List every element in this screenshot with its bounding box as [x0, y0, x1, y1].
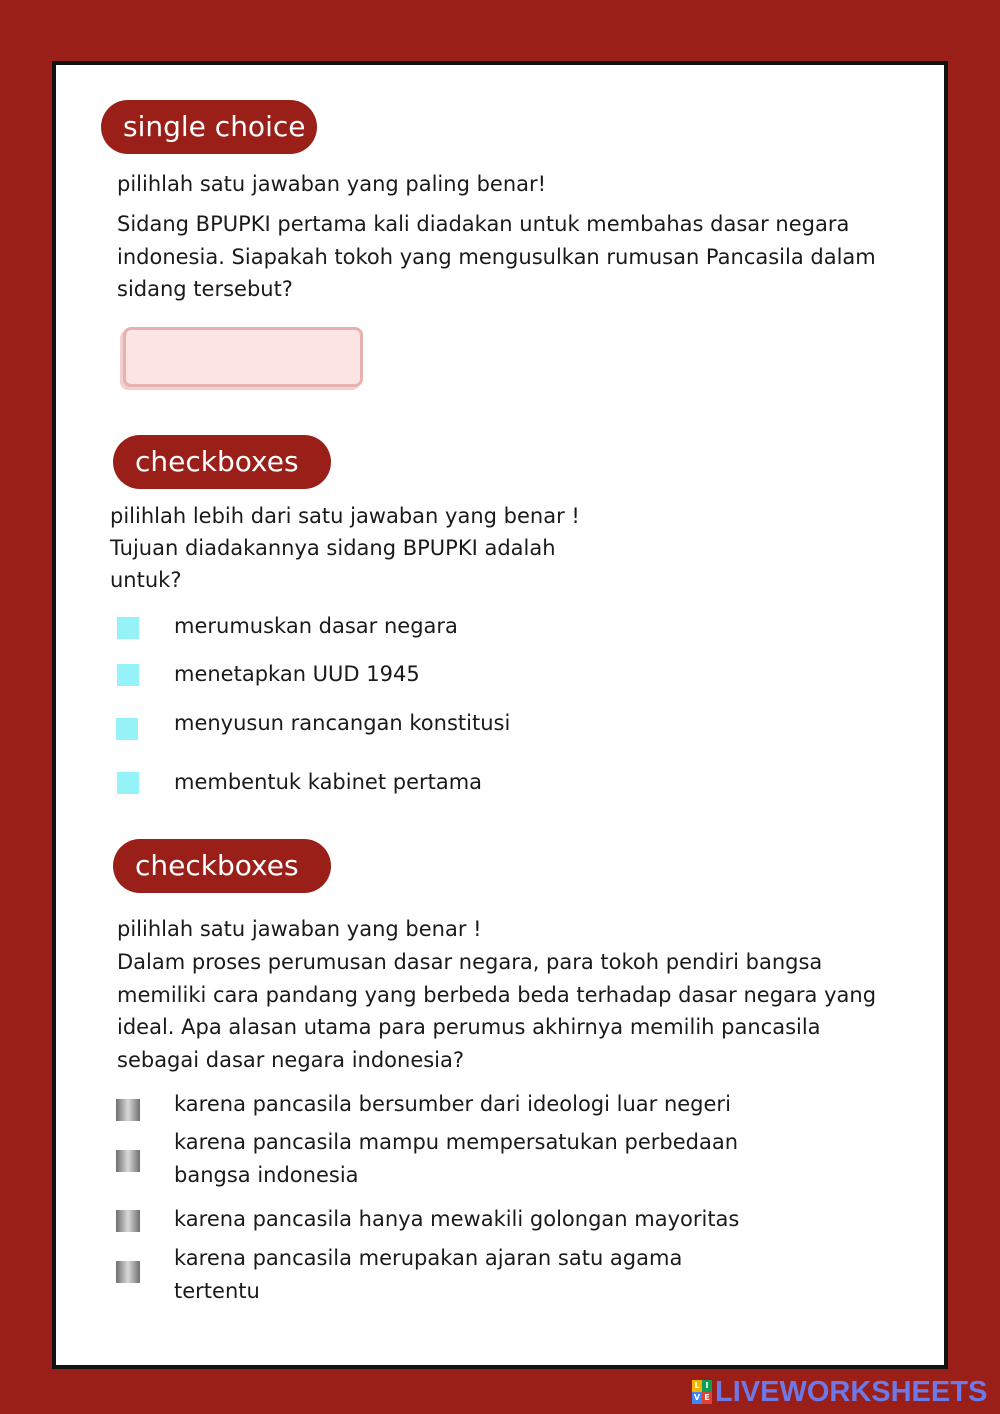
question-line: ideal. Apa alasan utama para perumus akhirnya memilih pancasila — [117, 1015, 821, 1039]
checkbox-option-3[interactable] — [116, 718, 138, 740]
option-label: merumuskan dasar negara — [174, 614, 458, 638]
logo-letter: L — [692, 1380, 702, 1392]
question-line: sidang tersebut? — [117, 277, 293, 301]
logo-letter: V — [693, 1393, 701, 1402]
option-label: karena pancasila merupakan ajaran satu agama — [174, 1246, 683, 1270]
instruction-text: pilihlah lebih dari satu jawaban yang benar ! — [110, 504, 580, 528]
question-line: indonesia. Siapakah tokoh yang mengusulkan rumusan Pancasila dalam — [117, 244, 876, 269]
brand-name: LIVEWORKSHEETS — [715, 1375, 988, 1408]
question-line: Dalam proses perumusan dasar negara, para tokoh pendiri bangsa — [117, 950, 823, 974]
instruction-text: pilihlah satu jawaban yang paling benar! — [117, 172, 547, 196]
option-label-continued: bangsa indonesia — [174, 1163, 359, 1187]
section-badge-checkboxes: checkboxes — [113, 839, 331, 893]
instruction-text: pilihlah satu jawaban yang benar ! — [117, 917, 482, 941]
question-line: untuk? — [110, 568, 182, 592]
logo-letter: I — [702, 1380, 712, 1392]
option-label: membentuk kabinet pertama — [174, 770, 483, 794]
checkbox-option-1[interactable] — [116, 1099, 140, 1121]
checkbox-option-2[interactable] — [116, 1150, 140, 1172]
checkbox-option-4[interactable] — [117, 772, 139, 794]
answer-input[interactable] — [123, 327, 363, 387]
section-badge-single-choice: single choice — [101, 100, 317, 154]
option-label: menyusun rancangan konstitusi — [174, 711, 511, 735]
section-badge-checkboxes: checkboxes — [113, 435, 331, 489]
liveworksheets-logo-icon — [692, 1380, 712, 1404]
question-line: Sidang BPUPKI pertama kali diadakan untuk membahas dasar negara — [117, 212, 850, 236]
option-label-continued: tertentu — [174, 1279, 260, 1303]
question-line: Tujuan diadakannya sidang BPUPKI adalah — [110, 536, 556, 560]
option-label: menetapkan UUD 1945 — [174, 662, 420, 686]
checkbox-option-2[interactable] — [117, 664, 139, 686]
checkbox-option-1[interactable] — [117, 617, 139, 639]
checkbox-option-4[interactable] — [116, 1261, 140, 1283]
worksheet-page — [52, 61, 948, 1369]
option-label: karena pancasila bersumber dari ideologi luar negeri — [174, 1092, 731, 1116]
question-line: sebagai dasar negara indonesia? — [117, 1048, 465, 1072]
option-label: karena pancasila hanya mewakili golongan mayoritas — [174, 1207, 740, 1231]
checkbox-option-3[interactable] — [116, 1210, 140, 1232]
logo-letter: E — [702, 1392, 712, 1404]
liveworksheets-brand — [692, 1375, 988, 1408]
option-label: karena pancasila mampu mempersatukan perbedaan — [174, 1130, 739, 1154]
question-line: memiliki cara pandang yang berbeda beda terhadap dasar negara yang — [117, 983, 877, 1007]
